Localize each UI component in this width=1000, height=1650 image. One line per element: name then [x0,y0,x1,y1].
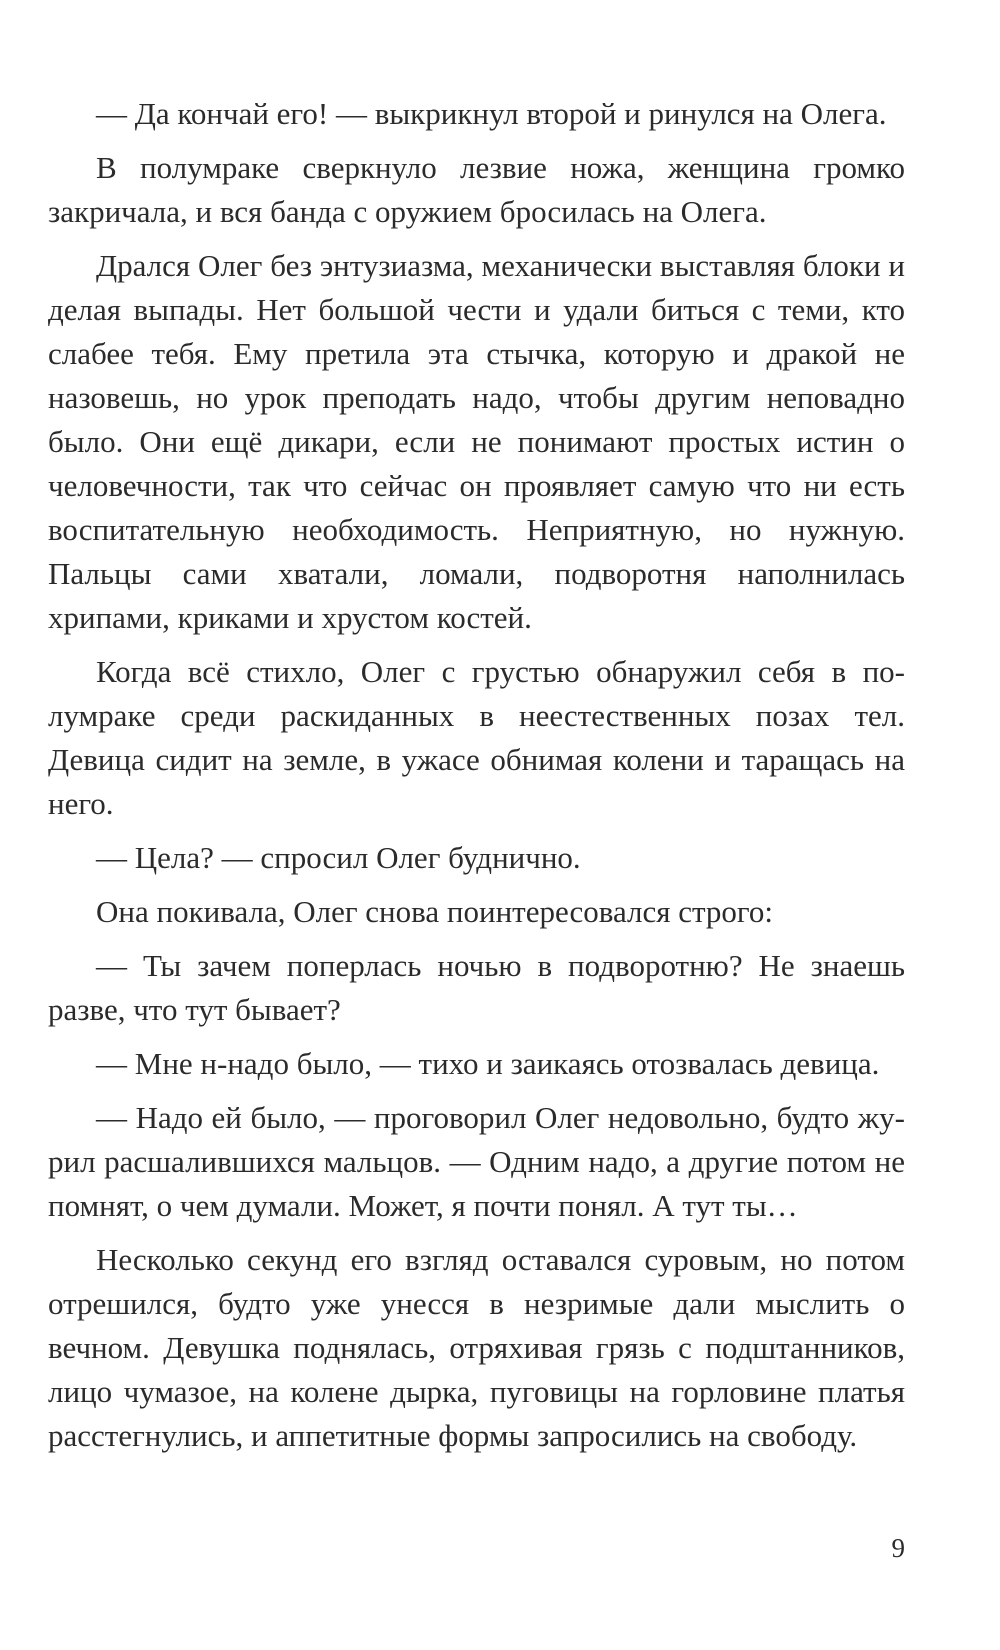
paragraph-6: Она покивала, Олег снова поинтересовался строго: [96,894,773,929]
body-text [48,92,905,1458]
paragraph-10: Несколько секунд его взгляд оставался суровым, но потом отрешился, будто уже унесся в незримые дали мыслить о вечном. Девушка поднялась, отряхивая грязь с подштанников, лицо чумазое, на колене дырка, пуговицы на горловине платья расстегнулись, и аппетитные формы запросились на свободу. [48,1242,905,1453]
paragraph-9: — Надо ей было, — проговорил Олег недовольно, будто журил расшалившихся мальцов. — Одним надо, а другие потом не помнят, о чем думали. Может, я почти понял. А тут ты… [48,1100,905,1223]
paragraph-3: Дрался Олег без энтузиазма, механически выставляя блоки и делая выпады. Нет большой чести и удали биться с теми, кто слабее тебя. Ему претила эта стычка, которую и дракой не назовешь, но урок преподать надо, чтобы другим неповадно было. Они ещё дикари, если не понимают простых истин о человечности, так что сейчас он проявляет самую что ни есть воспитательную необходимость. Неприятную, но нужную. Пальцы сами хватали, ломали, подворотня наполнилась хрипами, криками и хрустом костей. [48,248,905,635]
paragraph-5: — Цела? — спросил Олег буднично. [96,840,581,875]
page-number: 9 [891,1533,905,1563]
paragraph-4: Когда всё стихло, Олег с грустью обнаружил себя в полумраке среди раскиданных в неестественных позах тел. Девица сидит на земле, в ужасе обнимая колени и таращась на него. [48,654,905,821]
paragraph-1: — Да кончай его! — выкрикнул второй и ринулся на Олега. [96,96,887,131]
paragraph-7: — Ты зачем поперлась ночью в подворотню? Не знаешь разве, что тут бывает? [48,948,905,1027]
paragraph-8: — Мне н-надо было, — тихо и заикаясь отозвалась девица. [96,1046,880,1081]
paragraph-2: В полумраке сверкнуло лезвие ножа, женщина громко закричала, и вся банда с оружием бросилась на Олега. [48,150,905,229]
